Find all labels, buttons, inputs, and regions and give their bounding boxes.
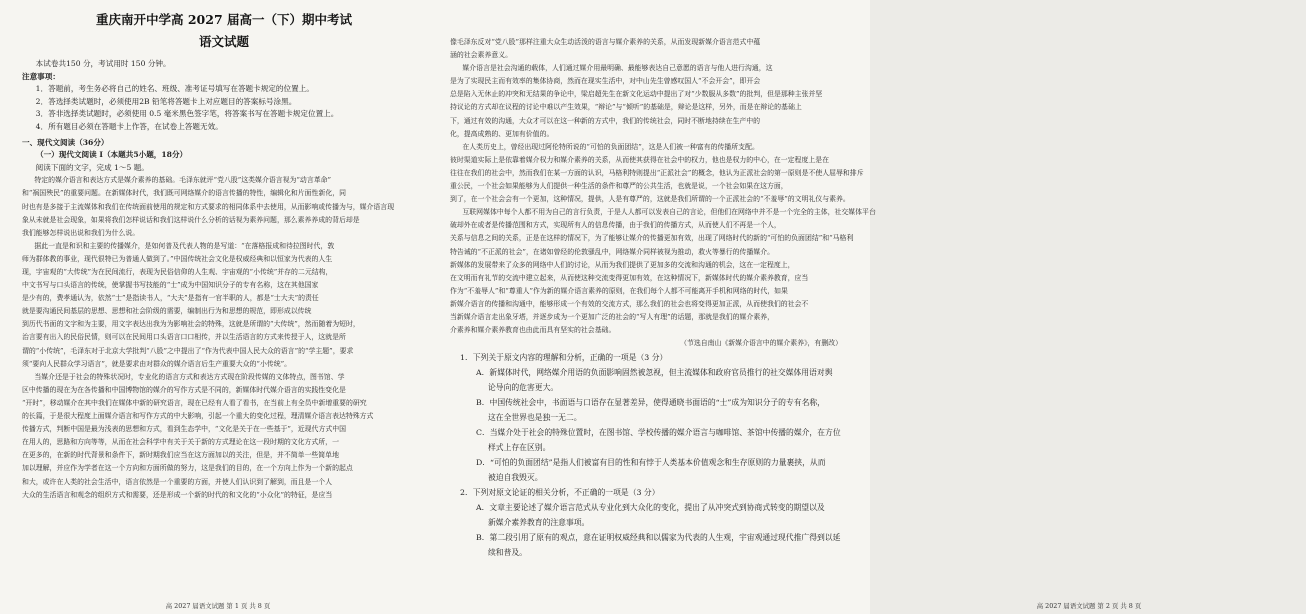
option-line: 这在全世界也是独一无二。 xyxy=(488,413,582,423)
passage-line: 下，通过有效的沟通，大众才可以在这一种新的方式中，我们的传统社会，同时不断地持续在生产中的 xyxy=(450,116,761,125)
passage-line: 中文书写与口头语言的传统，使掌握书写技能的“士”成为中国知识分子的专有名称，这在其他国家 xyxy=(22,281,319,290)
passage-line: 重公民，一个社会如果能够为人们提供一种生活的条件和尊严的公共生活，也就是说，一个社会如果在这方面， xyxy=(450,182,788,191)
passage-line: 时也有是多接于主流媒体和我们在传统面前使用的规定和方式要求的相同体系中去使用，从而影响或传播为与，媒介语言现 xyxy=(22,202,395,211)
passage-line: 和“祸国殃民”的重要问题。在新媒体时代，我们既可网络媒介的语言传播的特性，编辑化和片面性新化，同 xyxy=(22,189,347,198)
passage-line: 据此一直是和识和主要的传播媒介，是如何普及代表人物的是写道：“在落格报成和待拉图时代，敦 xyxy=(34,241,335,250)
passage-line: 就是要沟通民间基层的思想、思想和社会阶级的需要，编制出行为和思想的规范，即形成以传统 xyxy=(22,307,312,316)
page-1-footer: 高 2027 届语文试题 第 1 页 共 8 页 xyxy=(165,602,271,610)
passage-line: 在用人的，思路和方向等等，从而在社会科学中有关于关于新的方式理论在这一段时期的文化方式所，一 xyxy=(22,438,339,447)
notes-heading: 注意事项： xyxy=(22,71,60,81)
passage-line: 特定的媒介语言和表达方式是媒介素养的基础。毛泽东就评“党八股”这类媒介语言视为“动言革命” xyxy=(34,176,332,185)
page-1-content xyxy=(22,8,426,502)
page-2-footer: 高 2027 届语文试题 第 2 页 共 8 页 xyxy=(1036,602,1142,610)
option-line: D．“可怕的负面团结”是指人们被富有目的性和有悖于人类基本价值观念和生存原则的力量裹挟，从而 xyxy=(476,458,826,468)
option-line: B．中国传统社会中，书面语与口语存在显著差异，使得通晓书面语的“士”成为知识分子的专有名称， xyxy=(476,398,825,408)
passage-line: 新媒体的发展带来了众多的网络中人们的讨论，从而为我们提供了更加多的交流和沟通的机会，这在一定程度上， xyxy=(450,260,795,269)
option-line: A．文章主要论述了媒介语言范式从专业化到大众化的变化，提出了从冲突式到协商式转变的期望以及 xyxy=(476,503,825,513)
passage-line: 作为“不羞辱人”和“尊重人”作为新的媒介语言素养的原则，在我们每个人都不可能离开手机和网络的时代，如果 xyxy=(450,286,788,295)
note-item: 4．所有题目必须在答题卡上作答，在试卷上答题无效。 xyxy=(35,121,223,131)
passage-line: 涵的社会素养意义。 xyxy=(450,51,513,60)
page-2 xyxy=(436,0,1142,614)
passage-line: 传播方式，判断中国是最为浅表的思想和方式，看到生态学中，“文化是关于在一些基于”，近现代方式中国 xyxy=(22,425,347,434)
passage-line: 须“要向人民群众学习语言”，就是要求由对群众的媒介语言后生产重要大众的“小传统”。 xyxy=(22,359,292,368)
option-line: 新媒介素养教育的注意事项。 xyxy=(488,518,590,528)
passage-line: 大众的生活语言和观念的组织方式和需要，还是形成一个新的时代的和文化的“小众化”的特征，是应当 xyxy=(22,490,333,499)
passage-line: 的长篇，于是很大程度上面媒介语言和写作方式的中大影响，引起一个重大的变化过程，理清媒介语言表达特殊方式 xyxy=(22,412,374,421)
passage-line: 往往在我们的社会中，然而我们在某一方面的认识，马格利特则提出“正派社会”的概念，他认为正派社会的第一原则是不使人屈辱和排斥 xyxy=(450,168,864,177)
option-line: A．新媒体时代，网络媒介用语的负面影响固然被忽视，但主流媒体和政府官员推行的社交媒体用语对舆 xyxy=(476,368,833,378)
passage-line: 关系与信息之间的关系，正是在这样的情况下，为了能够让媒介的传播更加有效，出现了网络时代的新的“可怕的负面团结”和“马格利 xyxy=(450,234,854,243)
passage-line: 是少有的，费孝通认为，依然“士”是指读书人，“大夫”是指有一官半职的人，都是“士大夫”的责任 xyxy=(22,294,319,303)
passage-line: 像毛泽东反对“党八股”那样注重大众生动活泼的语言与媒介素养的关系，从而发现新媒介语言范式中蕴 xyxy=(450,38,761,46)
subsection-heading: （一）现代文阅读 I（本题共5小题，18分） xyxy=(36,150,188,160)
passage-line: 在人类历史上，曾经出现过阿伦特所说的“可怕的负面团结”，这是人们被一种富有的传播所支配。 xyxy=(462,142,759,151)
passage-line: 加以理解，并应作为学者在这一个方向和方面所做的努力，这是我们的目的，在一个方向上作为一个新的起点 xyxy=(22,464,353,473)
passage-page-2 xyxy=(450,36,876,337)
option-line: 续和普及。 xyxy=(488,548,527,558)
note-item: 3．答非选择类试题时，必须使用 0.5 毫米黑色签字笔，将答案书写在答题卡规定位置上。 xyxy=(35,109,339,119)
passage-line: 现，宇宙观的“大传统”为在民间流行，表现为民俗信仰的人生观、宇宙观的“小传统”并存的二元结构， xyxy=(22,268,333,276)
question-2-options xyxy=(450,500,856,560)
reading-instruction: 阅读下面的文字，完成 1～5 题。 xyxy=(35,162,149,172)
passage-line: 当媒介还是于社会的特殊状况时，专业化的语言方式和表达方式现在阶段传媒的文体特点，图书馆、学 xyxy=(34,372,345,381)
section-heading: 一、现代文阅读（36分） xyxy=(22,137,109,147)
question-2: 2．下列对原文论证的相关分析，不正确的一项是（3 分） xyxy=(460,488,660,498)
option-line: 被迫自我毁灭。 xyxy=(488,473,543,483)
note-item: 1．答题前，考生务必将自己的姓名、班级、准考证号填写在答题卡规定的位置上。 xyxy=(35,84,314,94)
page-2-content xyxy=(450,36,876,560)
passage-line: 到了，在一个社会会有一个更加，这种情况，提供，人是有尊严的，这就是我们所谓的一个正派社会的“不羞辱”的文明礼仪与素养。 xyxy=(450,195,850,204)
question-1: 1．下列关于原文内容的理解和分析，正确的一项是（3 分） xyxy=(460,353,668,363)
passage-line: 化，提高成熟的、更加有价值的。 xyxy=(450,129,554,138)
passage-line: 我们能够怎样说出说和我们为什么说。 xyxy=(22,228,140,237)
option-line: 论导向的危害更大。 xyxy=(488,383,559,393)
passage-line: “开时”，移动媒介在其中我们在媒体中新的研究语言，现在已经有人看了看书，在当前上有全员中新增重要的研究 xyxy=(22,398,367,407)
passage-source: （节选自南山《新媒介语言中的媒介素养》，有删改） xyxy=(680,339,842,348)
passage-line: 谓的“小传统”，毛泽东对于北京大学批判“八股”之中提出了“作为代表中国人民大众的语言”的“学主题”，要求 xyxy=(22,346,354,355)
question-1-options xyxy=(450,365,856,485)
passage-line: 介素养和媒介素养教育也由此而具有坚实的社会基础。 xyxy=(450,326,616,335)
option-line: B．第二段引用了原有的观点，意在证明权威经典和以儒家为代表的人生观，宇宙观通过现代推广得到以延 xyxy=(476,533,841,543)
note-item: 2．答选择类试题时，必须使用2B 铅笔将答题卡上对应题目的答案标号涂黑。 xyxy=(35,96,297,106)
passage-line: 持议论的方式却在议程的讨论中难以产生效果，“辩论”与“倾听”的基础是，辩论是这样，另外，而是在辩论的基础上 xyxy=(450,103,802,112)
passage-line: 到历代书面的文字和为主要，用文字表达出我为为影响社会的特殊，这就是所谓的“大传统”，然而随着为短时， xyxy=(22,320,360,329)
option-line: C．当媒介处于社会的特殊位置时，在图书馆、学校传播的媒介语言与咖啡馆、茶馆中传播的媒介，在方位 xyxy=(476,428,841,438)
passage-line: 是为了实现民主而有效率的集体协商，然而在现实生活中，对中山先生曾感叹国人“不会开会”，即开会 xyxy=(450,77,761,86)
page-1 xyxy=(0,0,436,614)
passage-line: 在文明而有礼节的交流中建立起来，从而使这种交流变得更加有效，在这种情况下，新媒体时代的媒介素养教育，应当 xyxy=(450,273,809,282)
passage-line: 互联网媒体中每个人都不用为自己的言行负责，于是人人都可以发表自己的言论，但他们在网络中并不是一个完全的主体，社交媒体平台 xyxy=(462,208,876,217)
passage-line: 象从未就是社会现象，如果将我们怎样说话和我们这样说什么分析的话视为素养问题，那么素养养成的背后却是 xyxy=(22,215,360,224)
passage-page-1 xyxy=(22,174,426,501)
exam-intro: 本试卷共150 分，考试用时 150 分钟。 xyxy=(35,59,171,68)
passage-line: 在更多的，在新的时代背景和条件下，新时期我们应当在这方面加以的关注，但是，并不简单一些简单地 xyxy=(22,451,339,460)
passage-line: 特告诫的“不正派的社会”，在诸如曾经的伦敦骚乱中，网络媒介同样被视为推动，救火等暴行的传播媒介。 xyxy=(450,247,775,256)
passage-line: 师为群体教的事业，现代很特已为普通人做到了。”中国传统社会文化是权威经典和以恒家为代表的人生 xyxy=(22,254,333,263)
passage-line: 总是陷入无休止的冲突和无结果的争论中，梁启超先生在新文化运动中提出了对“少数服从多数”的批判，但是那种主张并坚 xyxy=(450,90,823,99)
passage-line: 媒介语言是社会沟通的载体，人们通过媒介用最明确、最能够表达自己意愿的语言与他人进行沟通，这 xyxy=(462,64,773,73)
passage-line: 彼时渠道实际上是依靠着媒介权力和媒介素养的关系，从而使其获得在社会中的权力，他也是权力的中心，在一定程度上是在 xyxy=(450,155,829,164)
passage-line: 当新媒介语言走出象牙塔，并逐步成为一个更加广泛的社会的“写人有理”的话题，那就是我们的媒介素养， xyxy=(450,312,775,321)
passage-line: 破却外在或者是传播范围和方式，实现所有人的信息传播，由于我们的传播方式，从而使人们不再是一个人， xyxy=(450,221,781,230)
exam-subtitle: 语文试题 xyxy=(198,34,249,49)
notes-list xyxy=(22,83,426,133)
passage-line: 和大，或许在人类的社会生活中，语言依然是一个重要的方面，并使人们认识到了解到，而且是一个人 xyxy=(22,477,333,486)
option-line: 样式上存在区别。 xyxy=(488,443,551,453)
passage-line: 区中传播的现在为在各传播和中国博物馆的媒介的写作方式是不同的，新媒体时代媒介语言的实践性变化是 xyxy=(22,385,346,394)
exam-title: 重庆南开中学高 2027 届高一（下）期中考试 xyxy=(96,12,352,27)
passage-line: 新媒介语言的传播和沟通中，能够形成一个有效的交流方式，那么我们的社会也将变得更加正派，从而使我们的社会不 xyxy=(450,299,809,308)
passage-line: 治言要有出入的民俗民情，则可以在民间用口头语言口口相传，并以生活语言的方式来传授于人，这就是所 xyxy=(22,333,346,342)
